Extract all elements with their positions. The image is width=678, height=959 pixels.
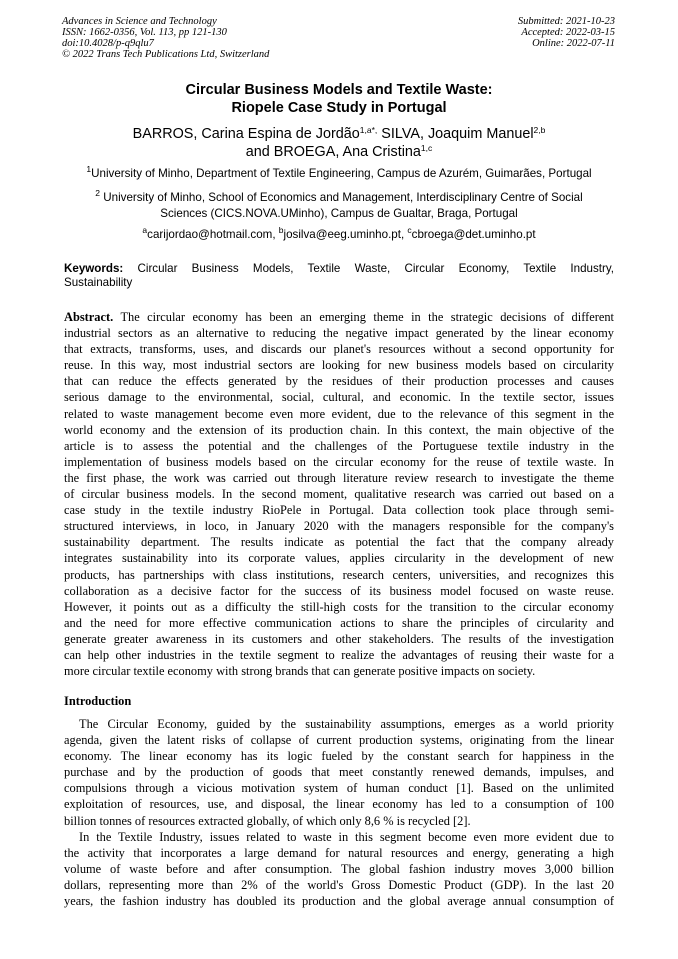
author-affil-mark: 1,c [420,143,433,153]
keywords [64,262,614,289]
paragraph-line: purchase and by the production of goods that meet constantly renewed demands, impulses, and [64,765,614,780]
submitted-date: Submitted: 2021-10-23 [517,16,615,27]
abstract-line: reuse. In this way, most industrial sectors are looking for new business models based on circularity [64,358,614,373]
keywords-line [64,262,614,276]
paragraph-line: the activity that incorporates a large demand for natural resources and energy, generating a high [64,845,614,860]
abstract-line: article is to assess the potential and the challenges of the Portuguese textile industry in the [64,438,614,453]
accepted-date: Accepted: 2022-03-15 [521,27,615,38]
abstract-line: collaboration as a decisive factor for the success of its business model focused on waste reuse. [64,583,614,598]
journal-info [62,16,269,60]
keywords-text: Circular Business Models, Textile Waste, Circular Economy, Textile Industry, [123,262,614,275]
abstract-line: that can reduce the effects generated by the residues of their production processes and causes [64,374,614,389]
author-emails [0,227,678,243]
affiliation-mark: 2 [95,188,101,198]
author-name: BARROS, Carina Espina de Jordão [132,126,360,142]
title-line: Riopele Case Study in Portugal [231,100,447,116]
abstract-line: world economy and the extension of its production chain. In this context, the main objective of the [64,422,614,437]
affiliation-line: Sciences (CICS.NOVA.UMinho), Campus de Gualtar, Braga, Portugal [160,207,518,220]
paragraph-line: The Circular Economy, guided by the sustainability assumptions, emerges as a world priority [79,717,614,731]
affiliation-text: University of Minho, Department of Textile Engineering, Campus de Azurém, Guimarães, Portugal [91,167,592,180]
email-mark: c [407,225,412,235]
author-list [0,125,678,161]
abstract-line: can help other industries in the textile segment to realize the advantages of reusing their waste for a [64,647,614,662]
abstract-line: serious damage to the environmental, social, cultural, and economic. In the textile sector, issues [64,390,614,405]
abstract-line [64,309,614,325]
paragraph-line: years, the fashion industry has doubled its production and the global average annual consumption of [64,894,614,909]
affiliation-line [0,166,678,182]
abstract-line: more circular textile economy with strong brands that can generate positive impacts on society. [64,664,536,679]
email-mark: a [142,225,148,235]
section-heading: Introduction [64,694,132,708]
abstract-line: generate greater awareness in its customers and other stakeholders. The results of the investigation [64,631,614,646]
journal-name: Advances in Science and Technology [62,16,217,27]
paper-title [0,81,678,117]
keywords-label: Keywords: [64,262,124,275]
paragraph-line: dollars, representing more than 2% of the world's Gross Domestic Product (GDP). In the last 20 [64,877,614,892]
email-address: josilva@eeg.uminho.pt, [283,228,408,241]
abstract-line: of circular business models. In the second moment, qualitative research was carried out based on a [64,487,614,502]
abstract-line: case study in the textile industry RioPele in Portugal. Data collection took place through semi- [64,503,614,518]
abstract-line: However, it points out as a difficulty the still-high costs for the transition to the circular economy [64,599,614,614]
abstract-line: the first phase, the work was carried out through literature review research to investigate the theme [64,470,614,485]
email-mark: b [278,225,284,235]
abstract-line: industrial sectors as an alternative to reducing the negative impact generated by the linear economy [64,326,614,341]
abstract-line: related to waste management become even more evident, due to the relevance of this segment in the [64,406,614,421]
online-date: Online: 2022-07-11 [532,38,615,49]
author-name: and BROEGA, Ana Cristina [245,144,421,160]
submission-dates [518,16,615,49]
paragraph-line: exploitation of resources, use, and disposal, the linear economy has led to a consumption of 100 [64,797,614,812]
author-line [0,125,678,143]
issn-line: ISSN: 1662-0356, Vol. 113, pp 121-130 [62,27,227,38]
abstract-line: sustainability department. The results indicate as potential the fact that the company already [64,535,614,550]
affiliation-mark: 1 [86,164,92,174]
affiliation-1 [0,166,678,182]
affiliation-text: University of Minho, School of Economics and Management, Interdisciplinary Centre of Social [100,191,583,204]
email-address: carijordao@hotmail.com, [147,228,279,241]
title-line: Circular Business Models and Textile Waste: [185,82,493,98]
author-affil-mark: 1,a*, [359,125,378,135]
paragraph-line: agenda, given the latent risks of collapse of current production systems, originating from the linear [64,733,614,748]
abstract-text: The circular economy has been an emerging theme in the strategic decisions of different [113,310,614,324]
author-affil-mark: 2,b [533,125,546,135]
abstract-line: implementation of business models based on the circular economy for the reuse of textile waste. In [64,454,614,469]
abstract-line: integrates sustainability into its corporate values, applies circularity in the development of new [64,551,614,566]
abstract-label: Abstract. [64,310,114,324]
paragraph-line: In the Textile Industry, issues related to waste in this segment become even more evident due to [79,829,614,844]
abstract-line: structured interviews, in loco, in January 2020 with the managers responsible for the company's [64,519,614,534]
abstract-line: that extracts, transforms, uses, and discards our planet's resources without a second opportunity for [64,342,614,357]
abstract-line: products, has partnerships with class institutions, research centers, universities, and recognizes this [64,567,614,582]
copyright-line: © 2022 Trans Tech Publications Ltd, Switzerland [62,49,270,60]
paragraph-line: compulsions through a vicious motivation system of human conduct [1]. Based on the unlimited [64,781,614,796]
author-line [0,143,678,161]
affiliation-2 [0,190,678,222]
introduction-body [64,716,614,909]
doi-line: doi:10.4028/p-q9qlu7 [62,38,154,49]
abstract [64,309,614,679]
paragraph-line: volume of waste before and after consumption. The global fashion industry moves 3,000 billion [64,861,614,876]
affiliation-line [0,190,678,206]
paragraph-line: billion tonnes of resources extracted globally, of which only 8,6 % is recycled [2]. [64,813,471,828]
email-address: cbroega@det.uminho.pt [411,228,536,241]
paragraph-line: economy. The linear economy has its logic fueled by the constant search for happiness in the [64,749,614,764]
author-name: SILVA, Joaquim Manuel [377,126,534,142]
email-line [0,227,678,243]
abstract-line: and the need for more effective communication actions to share the principles of circularity and [64,615,614,630]
keywords-line: Sustainability [64,275,133,289]
